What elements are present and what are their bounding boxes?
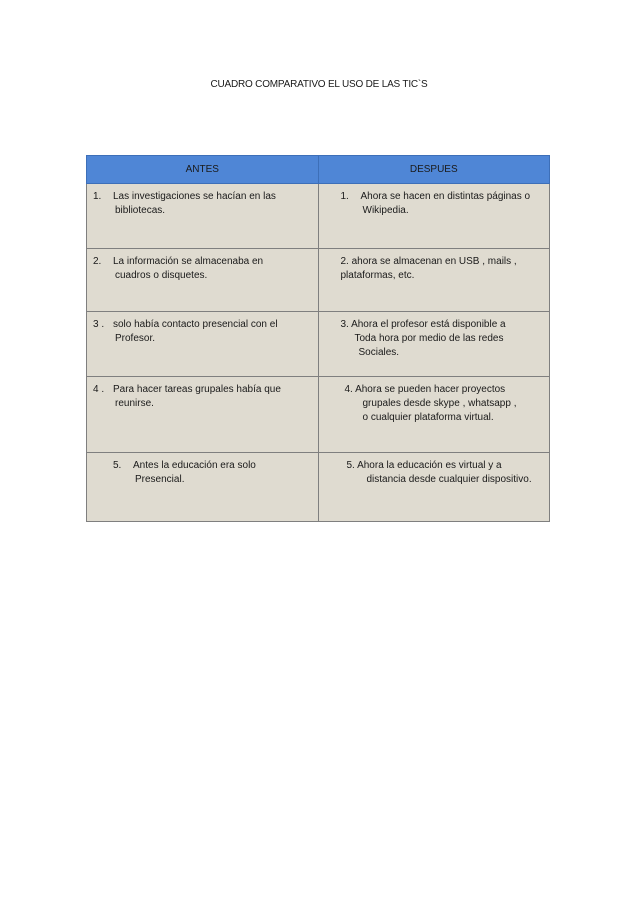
cell-despues xyxy=(318,377,550,453)
item-text-continued: bibliotecas. xyxy=(115,205,166,216)
cell-despues xyxy=(318,249,550,312)
item-text: 3. Ahora el profesor está disponible a xyxy=(340,319,506,330)
item-number: 4 . xyxy=(93,384,105,395)
item-text: Para hacer tareas grupales había que xyxy=(113,384,281,395)
item-number: 1. xyxy=(340,191,349,202)
cell-antes xyxy=(87,312,319,377)
item-text: Las investigaciones se hacían en las xyxy=(113,191,276,202)
table-row xyxy=(87,312,550,377)
item-number: 5. xyxy=(113,460,122,471)
item-text-continued: Profesor. xyxy=(115,333,156,344)
item-text: solo había contacto presencial con el xyxy=(113,319,278,330)
item-number: 1. xyxy=(93,191,102,202)
cell-antes xyxy=(87,184,319,249)
table-row xyxy=(87,249,550,312)
item-text: La información se almacenaba en xyxy=(113,256,264,267)
item-text-continued: Wikipedia. xyxy=(362,205,409,216)
item-number: 3 . xyxy=(93,319,105,330)
item-text-continued: Presencial. xyxy=(135,474,185,485)
cell-despues xyxy=(318,184,550,249)
cell-antes xyxy=(87,249,319,312)
header-despues: DESPUES xyxy=(318,156,550,184)
item-text-continued: reunirse. xyxy=(115,398,154,409)
cell-antes xyxy=(87,453,319,522)
cell-despues xyxy=(318,453,550,522)
cell-antes xyxy=(87,377,319,453)
table-row xyxy=(87,377,550,453)
cell-despues xyxy=(318,312,550,377)
item-text-continued: plataformas, etc. xyxy=(340,270,415,281)
item-text: 4. Ahora se pueden hacer proyectos xyxy=(344,384,506,395)
item-text: Antes la educación era solo xyxy=(133,460,256,471)
comparison-table xyxy=(86,155,550,522)
item-text: 2. ahora se almacenan en USB , mails , xyxy=(340,256,517,267)
document-title: CUADRO COMPARATIVO EL USO DE LAS TIC`S xyxy=(210,79,428,90)
item-text: Ahora se hacen en distintas páginas o xyxy=(360,191,531,202)
table-header-row xyxy=(87,156,550,184)
header-antes: ANTES xyxy=(87,156,319,184)
item-number: 2. xyxy=(93,256,102,267)
item-text: 5. Ahora la educación es virtual y a xyxy=(346,460,502,471)
table-row xyxy=(87,184,550,249)
item-text-continued: o cualquier plataforma virtual. xyxy=(362,412,494,423)
item-text-continued: Sociales. xyxy=(358,347,400,358)
item-text-continued: Toda hora por medio de las redes xyxy=(354,333,504,344)
item-text-continued: grupales desde skype , whatsapp , xyxy=(362,398,517,409)
table-row xyxy=(87,453,550,522)
item-text-continued: cuadros o disquetes. xyxy=(115,270,208,281)
item-text-continued: distancia desde cualquier dispositivo. xyxy=(366,474,532,485)
